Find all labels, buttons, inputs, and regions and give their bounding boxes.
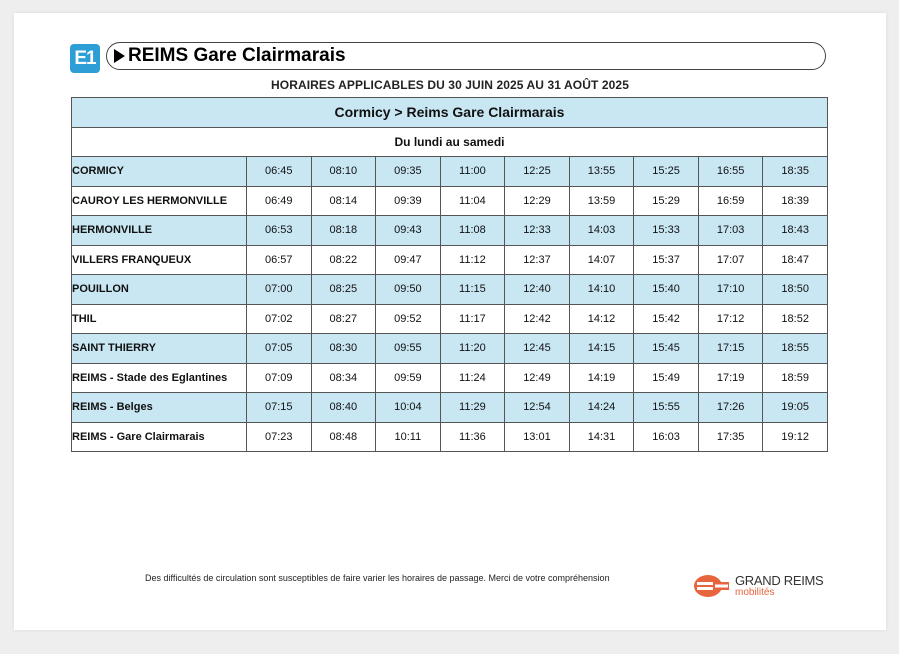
departure-time: 15:49: [634, 363, 699, 393]
departure-time: 08:25: [311, 275, 376, 305]
grand-reims-logo: [693, 573, 828, 603]
table-row: [72, 304, 828, 334]
departure-time: 14:10: [569, 275, 634, 305]
departure-time: 14:07: [569, 245, 634, 275]
validity-period: HORAIRES APPLICABLES DU 30 JUIN 2025 AU 31 AOÛT 2025: [271, 78, 629, 92]
departure-time: 14:15: [569, 334, 634, 364]
line-header: [70, 41, 830, 73]
stop-name: REIMS - Belges: [72, 393, 247, 423]
departure-time: 15:33: [634, 216, 699, 246]
departure-time: 13:55: [569, 157, 634, 187]
departure-time: 18:43: [763, 216, 828, 246]
departure-time: 17:19: [698, 363, 763, 393]
logo-title: GRAND REIMS: [735, 573, 824, 588]
departure-time: 15:42: [634, 304, 699, 334]
departure-time: 09:50: [376, 275, 441, 305]
departure-time: 15:37: [634, 245, 699, 275]
departure-time: 08:10: [311, 157, 376, 187]
departure-time: 08:18: [311, 216, 376, 246]
departure-time: 06:49: [247, 186, 312, 216]
departure-time: 17:12: [698, 304, 763, 334]
departure-time: 09:39: [376, 186, 441, 216]
stop-name: VILLERS FRANQUEUX: [72, 245, 247, 275]
departure-time: 13:59: [569, 186, 634, 216]
footer-note: Des difficultés de circulation sont susceptibles de faire varier les horaires de passage. Merci de votre compréhension: [145, 573, 610, 583]
departure-time: 09:52: [376, 304, 441, 334]
departure-time: 06:53: [247, 216, 312, 246]
departure-time: 16:03: [634, 422, 699, 452]
departure-time: 09:35: [376, 157, 441, 187]
departure-time: 17:07: [698, 245, 763, 275]
table-row: [72, 393, 828, 423]
departure-time: 12:45: [505, 334, 570, 364]
departure-time: 11:15: [440, 275, 505, 305]
departure-time: 11:24: [440, 363, 505, 393]
destination-title: REIMS Gare Clairmarais: [128, 45, 346, 66]
destination-pill: [106, 42, 826, 70]
departure-time: 08:40: [311, 393, 376, 423]
table-row: [72, 157, 828, 187]
departure-time: 18:52: [763, 304, 828, 334]
departure-time: 15:25: [634, 157, 699, 187]
line-badge: E1: [70, 44, 100, 73]
departure-time: 12:42: [505, 304, 570, 334]
logo-subtitle: mobilités: [735, 587, 775, 598]
departure-time: 15:55: [634, 393, 699, 423]
departure-time: 12:25: [505, 157, 570, 187]
route-header: Cormicy > Reims Gare Clairmarais: [72, 98, 828, 128]
departure-time: 09:47: [376, 245, 441, 275]
table-row: [72, 275, 828, 305]
departure-time: 15:45: [634, 334, 699, 364]
departure-time: 12:49: [505, 363, 570, 393]
departure-time: 12:33: [505, 216, 570, 246]
departure-time: 12:37: [505, 245, 570, 275]
stop-name: HERMONVILLE: [72, 216, 247, 246]
departure-time: 11:12: [440, 245, 505, 275]
service-days: Du lundi au samedi: [72, 127, 828, 157]
departure-time: 19:12: [763, 422, 828, 452]
timetable: [71, 97, 828, 452]
departure-time: 15:29: [634, 186, 699, 216]
departure-time: 14:31: [569, 422, 634, 452]
departure-time: 07:15: [247, 393, 312, 423]
departure-time: 08:27: [311, 304, 376, 334]
timetable-sheet: [14, 13, 886, 630]
play-arrow-icon: [114, 49, 125, 63]
departure-time: 09:59: [376, 363, 441, 393]
departure-time: 13:01: [505, 422, 570, 452]
departure-time: 09:55: [376, 334, 441, 364]
departure-time: 11:17: [440, 304, 505, 334]
departure-time: 08:34: [311, 363, 376, 393]
departure-time: 18:35: [763, 157, 828, 187]
departure-time: 18:47: [763, 245, 828, 275]
departure-time: 19:05: [763, 393, 828, 423]
table-row: [72, 334, 828, 364]
departure-time: 10:11: [376, 422, 441, 452]
departure-time: 11:36: [440, 422, 505, 452]
departure-time: 08:14: [311, 186, 376, 216]
departure-time: 12:29: [505, 186, 570, 216]
stop-name: CAUROY LES HERMONVILLE: [72, 186, 247, 216]
departure-time: 08:48: [311, 422, 376, 452]
table-row: [72, 216, 828, 246]
departure-time: 07:05: [247, 334, 312, 364]
departure-time: 07:09: [247, 363, 312, 393]
departure-time: 14:03: [569, 216, 634, 246]
departure-time: 12:40: [505, 275, 570, 305]
departure-time: 06:57: [247, 245, 312, 275]
stop-name: CORMICY: [72, 157, 247, 187]
departure-time: 18:50: [763, 275, 828, 305]
departure-time: 07:23: [247, 422, 312, 452]
departure-time: 06:45: [247, 157, 312, 187]
departure-time: 14:12: [569, 304, 634, 334]
departure-time: 16:55: [698, 157, 763, 187]
departure-time: 11:08: [440, 216, 505, 246]
departure-time: 11:04: [440, 186, 505, 216]
stop-name: REIMS - Stade des Eglantines: [72, 363, 247, 393]
grand-reims-logo-icon: [693, 574, 731, 598]
departure-time: 14:19: [569, 363, 634, 393]
departure-time: 17:26: [698, 393, 763, 423]
stop-name: THIL: [72, 304, 247, 334]
departure-time: 12:54: [505, 393, 570, 423]
departure-time: 17:15: [698, 334, 763, 364]
table-row: [72, 186, 828, 216]
stop-name: REIMS - Gare Clairmarais: [72, 422, 247, 452]
departure-time: 18:55: [763, 334, 828, 364]
departure-time: 09:43: [376, 216, 441, 246]
departure-time: 14:24: [569, 393, 634, 423]
departure-time: 17:03: [698, 216, 763, 246]
table-row: [72, 363, 828, 393]
departure-time: 11:20: [440, 334, 505, 364]
departure-time: 08:22: [311, 245, 376, 275]
departure-time: 18:59: [763, 363, 828, 393]
departure-time: 16:59: [698, 186, 763, 216]
departure-time: 07:00: [247, 275, 312, 305]
departure-time: 07:02: [247, 304, 312, 334]
stop-name: SAINT THIERRY: [72, 334, 247, 364]
departure-time: 17:10: [698, 275, 763, 305]
departure-time: 15:40: [634, 275, 699, 305]
departure-time: 11:00: [440, 157, 505, 187]
departure-time: 11:29: [440, 393, 505, 423]
departure-time: 18:39: [763, 186, 828, 216]
table-row: [72, 245, 828, 275]
stop-name: POUILLON: [72, 275, 247, 305]
departure-time: 17:35: [698, 422, 763, 452]
departure-time: 08:30: [311, 334, 376, 364]
table-row: [72, 422, 828, 452]
departure-time: 10:04: [376, 393, 441, 423]
